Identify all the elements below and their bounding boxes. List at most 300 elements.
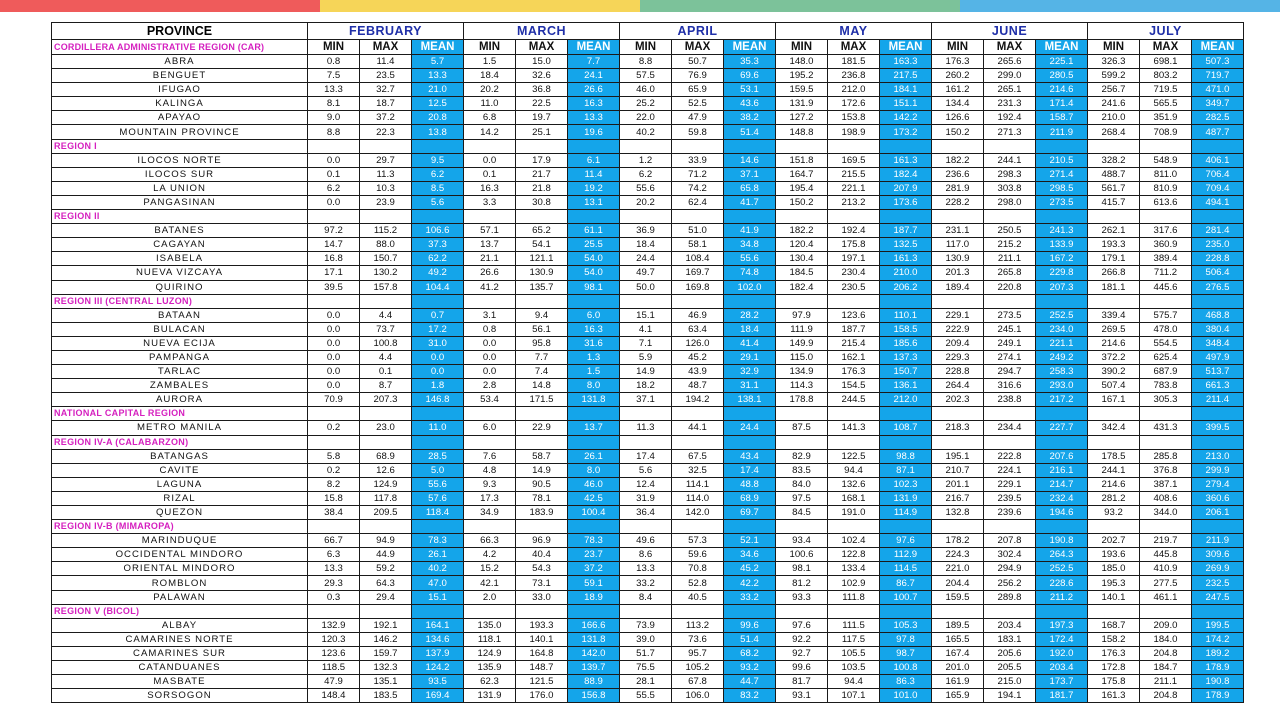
empty-cell	[776, 407, 828, 421]
region-label: REGION II	[52, 210, 308, 224]
max-cell: 18.7	[360, 97, 412, 111]
table-row	[52, 350, 1244, 364]
mean-cell: 137.9	[412, 646, 464, 660]
max-cell: 234.4	[984, 421, 1036, 435]
table-row	[52, 238, 1244, 252]
min-cell: 118.1	[464, 632, 516, 646]
empty-cell	[932, 294, 984, 308]
empty-cell	[828, 435, 880, 449]
mean-cell: 190.8	[1192, 675, 1244, 689]
max-cell: 8.7	[360, 379, 412, 393]
min-cell: 6.2	[308, 181, 360, 195]
mean-cell: 360.6	[1192, 491, 1244, 505]
min-cell: 132.8	[932, 506, 984, 520]
mean-cell: 59.1	[568, 576, 620, 590]
max-cell: 298.3	[984, 167, 1036, 181]
min-cell: 204.4	[932, 576, 984, 590]
max-cell: 76.9	[672, 69, 724, 83]
mean-cell: 468.8	[1192, 308, 1244, 322]
mean-cell: 15.1	[412, 590, 464, 604]
empty-cell	[568, 294, 620, 308]
table-row	[52, 308, 1244, 322]
max-cell: 164.8	[516, 646, 568, 660]
min-cell: 222.9	[932, 322, 984, 336]
mean-cell: 164.1	[412, 618, 464, 632]
month-header: FEBRUARY	[308, 23, 464, 40]
province-name: ABRA	[52, 55, 308, 69]
min-cell: 22.0	[620, 111, 672, 125]
max-cell: 94.4	[828, 463, 880, 477]
mean-cell: 78.3	[568, 534, 620, 548]
max-cell: 106.0	[672, 689, 724, 703]
mean-cell: 134.6	[412, 632, 464, 646]
table-row	[52, 506, 1244, 520]
max-cell: 59.8	[672, 125, 724, 139]
mean-cell: 102.3	[880, 477, 932, 491]
max-cell: 360.9	[1140, 238, 1192, 252]
mean-cell: 68.2	[724, 646, 776, 660]
mean-cell: 298.5	[1036, 181, 1088, 195]
max-cell: 56.1	[516, 322, 568, 336]
max-cell: 215.2	[984, 238, 1036, 252]
province-name: ILOCOS NORTE	[52, 153, 308, 167]
min-cell: 167.1	[1088, 393, 1140, 407]
mean-cell: 228.6	[1036, 576, 1088, 590]
mean-cell: 31.0	[412, 336, 464, 350]
mean-cell: 33.2	[724, 590, 776, 604]
table-row	[52, 153, 1244, 167]
mean-cell: 187.7	[880, 224, 932, 238]
mean-cell: 349.7	[1192, 97, 1244, 111]
empty-cell	[724, 520, 776, 534]
min-cell: 2.8	[464, 379, 516, 393]
mean-cell: 102.0	[724, 280, 776, 294]
min-cell: 37.1	[620, 393, 672, 407]
min-cell: 93.4	[776, 534, 828, 548]
empty-cell	[412, 210, 464, 224]
min-cell: 100.6	[776, 548, 828, 562]
mean-cell: 280.5	[1036, 69, 1088, 83]
province-name: MASBATE	[52, 675, 308, 689]
min-cell: 0.1	[464, 167, 516, 181]
table-row	[52, 181, 1244, 195]
max-cell: 65.2	[516, 224, 568, 238]
empty-cell	[360, 520, 412, 534]
max-cell: 387.1	[1140, 477, 1192, 491]
empty-cell	[620, 520, 672, 534]
mean-cell: 13.1	[568, 195, 620, 209]
empty-cell	[932, 210, 984, 224]
empty-cell	[360, 407, 412, 421]
min-cell: 561.7	[1088, 181, 1140, 195]
min-cell: 51.7	[620, 646, 672, 660]
mean-cell: 110.1	[880, 308, 932, 322]
mean-cell: 210.0	[880, 266, 932, 280]
min-cell: 159.5	[932, 590, 984, 604]
min-cell: 18.4	[620, 238, 672, 252]
max-cell: 229.1	[984, 477, 1036, 491]
min-cell: 130.4	[776, 252, 828, 266]
empty-cell	[464, 520, 516, 534]
max-cell: 114.0	[672, 491, 724, 505]
subcol-header: MEAN	[1192, 40, 1244, 55]
mean-cell: 1.3	[568, 350, 620, 364]
max-cell: 162.1	[828, 350, 880, 364]
max-cell: 115.2	[360, 224, 412, 238]
min-cell: 28.1	[620, 675, 672, 689]
province-name: CAMARINES NORTE	[52, 632, 308, 646]
min-cell: 214.6	[1088, 477, 1140, 491]
min-cell: 176.3	[932, 55, 984, 69]
mean-cell: 161.3	[880, 153, 932, 167]
mean-cell: 131.9	[880, 491, 932, 505]
min-cell: 132.9	[308, 618, 360, 632]
province-name: ALBAY	[52, 618, 308, 632]
mean-cell: 13.3	[412, 69, 464, 83]
mean-cell: 37.2	[568, 562, 620, 576]
empty-cell	[932, 139, 984, 153]
max-cell: 302.4	[984, 548, 1036, 562]
min-cell: 0.0	[464, 336, 516, 350]
max-cell: 211.1	[1140, 675, 1192, 689]
max-cell: 184.7	[1140, 661, 1192, 675]
max-cell: 168.1	[828, 491, 880, 505]
mean-cell: 221.1	[1036, 336, 1088, 350]
province-header: PROVINCE	[52, 23, 308, 40]
mean-cell: 138.1	[724, 393, 776, 407]
min-cell: 99.6	[776, 661, 828, 675]
mean-cell: 234.0	[1036, 322, 1088, 336]
max-cell: 100.8	[360, 336, 412, 350]
min-cell: 83.5	[776, 463, 828, 477]
max-cell: 121.5	[516, 675, 568, 689]
min-cell: 0.0	[308, 153, 360, 167]
min-cell: 111.9	[776, 322, 828, 336]
max-cell: 25.1	[516, 125, 568, 139]
max-cell: 71.2	[672, 167, 724, 181]
max-cell: 277.5	[1140, 576, 1192, 590]
max-cell: 183.5	[360, 689, 412, 703]
max-cell: 102.9	[828, 576, 880, 590]
table-row	[52, 646, 1244, 660]
max-cell: 135.7	[516, 280, 568, 294]
min-cell: 5.6	[620, 463, 672, 477]
max-cell: 224.1	[984, 463, 1036, 477]
mean-cell: 229.8	[1036, 266, 1088, 280]
max-cell: 209.5	[360, 506, 412, 520]
max-cell: 135.1	[360, 675, 412, 689]
mean-cell: 69.7	[724, 506, 776, 520]
max-cell: 59.2	[360, 562, 412, 576]
max-cell: 204.8	[1140, 689, 1192, 703]
mean-cell: 206.2	[880, 280, 932, 294]
province-name: APAYAO	[52, 111, 308, 125]
max-cell: 698.1	[1140, 55, 1192, 69]
min-cell: 202.3	[932, 393, 984, 407]
mean-cell: 32.9	[724, 365, 776, 379]
max-cell: 197.1	[828, 252, 880, 266]
min-cell: 57.1	[464, 224, 516, 238]
max-cell: 0.1	[360, 365, 412, 379]
max-cell: 37.2	[360, 111, 412, 125]
empty-cell	[464, 210, 516, 224]
min-cell: 39.5	[308, 280, 360, 294]
table-row	[52, 661, 1244, 675]
max-cell: 249.1	[984, 336, 1036, 350]
mean-cell: 8.0	[568, 379, 620, 393]
empty-cell	[1192, 520, 1244, 534]
min-cell: 16.3	[464, 181, 516, 195]
empty-cell	[1192, 407, 1244, 421]
mean-cell: 214.7	[1036, 477, 1088, 491]
min-cell: 73.9	[620, 618, 672, 632]
max-cell: 130.9	[516, 266, 568, 280]
mean-cell: 207.9	[880, 181, 932, 195]
province-name: ISABELA	[52, 252, 308, 266]
min-cell: 266.8	[1088, 266, 1140, 280]
min-cell: 127.2	[776, 111, 828, 125]
min-cell: 20.2	[464, 83, 516, 97]
min-cell: 75.5	[620, 661, 672, 675]
region-label: REGION III (CENTRAL LUZON)	[52, 294, 308, 308]
mean-cell: 38.2	[724, 111, 776, 125]
empty-cell	[984, 520, 1036, 534]
mean-cell: 167.2	[1036, 252, 1088, 266]
mean-cell: 93.2	[724, 661, 776, 675]
table-row	[52, 576, 1244, 590]
max-cell: 90.5	[516, 477, 568, 491]
min-cell: 49.6	[620, 534, 672, 548]
max-cell: 4.4	[360, 350, 412, 364]
min-cell: 181.1	[1088, 280, 1140, 294]
min-cell: 0.3	[308, 590, 360, 604]
table-row	[52, 280, 1244, 294]
subcol-header: MIN	[620, 40, 672, 55]
mean-cell: 105.3	[880, 618, 932, 632]
empty-cell	[880, 139, 932, 153]
max-cell: 169.7	[672, 266, 724, 280]
empty-cell	[1088, 294, 1140, 308]
mean-cell: 5.7	[412, 55, 464, 69]
mean-cell: 57.6	[412, 491, 464, 505]
max-cell: 123.6	[828, 308, 880, 322]
min-cell: 33.2	[620, 576, 672, 590]
mean-cell: 1.5	[568, 365, 620, 379]
mean-cell: 232.4	[1036, 491, 1088, 505]
min-cell: 161.9	[932, 675, 984, 689]
max-cell: 317.6	[1140, 224, 1192, 238]
province-name: PANGASINAN	[52, 195, 308, 209]
empty-cell	[932, 604, 984, 618]
max-cell: 207.3	[360, 393, 412, 407]
min-cell: 5.8	[308, 449, 360, 463]
mean-cell: 406.1	[1192, 153, 1244, 167]
table-row	[52, 266, 1244, 280]
empty-cell	[308, 604, 360, 618]
max-cell: 132.3	[360, 661, 412, 675]
mean-cell: 88.9	[568, 675, 620, 689]
max-cell: 230.4	[828, 266, 880, 280]
province-name: SORSOGON	[52, 689, 308, 703]
max-cell: 14.8	[516, 379, 568, 393]
max-cell: 285.8	[1140, 449, 1192, 463]
max-cell: 410.9	[1140, 562, 1192, 576]
mean-cell: 282.5	[1192, 111, 1244, 125]
max-cell: 57.3	[672, 534, 724, 548]
empty-cell	[308, 407, 360, 421]
max-cell: 192.4	[984, 111, 1036, 125]
mean-cell: 8.0	[568, 463, 620, 477]
max-cell: 376.8	[1140, 463, 1192, 477]
mean-cell: 17.4	[724, 463, 776, 477]
max-cell: 58.1	[672, 238, 724, 252]
min-cell: 117.0	[932, 238, 984, 252]
mean-cell: 93.5	[412, 675, 464, 689]
max-cell: 215.4	[828, 336, 880, 350]
max-cell: 114.1	[672, 477, 724, 491]
min-cell: 126.6	[932, 111, 984, 125]
min-cell: 231.1	[932, 224, 984, 238]
mean-cell: 235.0	[1192, 238, 1244, 252]
min-cell: 97.5	[776, 491, 828, 505]
empty-cell	[308, 210, 360, 224]
mean-cell: 173.7	[1036, 675, 1088, 689]
table-row	[52, 393, 1244, 407]
mean-cell: 12.5	[412, 97, 464, 111]
max-cell: 122.8	[828, 548, 880, 562]
min-cell: 193.3	[1088, 238, 1140, 252]
mean-cell: 97.6	[880, 534, 932, 548]
max-cell: 22.5	[516, 97, 568, 111]
empty-cell	[724, 407, 776, 421]
min-cell: 50.0	[620, 280, 672, 294]
max-cell: 478.0	[1140, 322, 1192, 336]
min-cell: 15.2	[464, 562, 516, 576]
mean-cell: 232.5	[1192, 576, 1244, 590]
table-row	[52, 449, 1244, 463]
min-cell: 372.2	[1088, 350, 1140, 364]
min-cell: 178.2	[932, 534, 984, 548]
min-cell: 150.2	[932, 125, 984, 139]
mean-cell: 661.3	[1192, 379, 1244, 393]
max-cell: 29.4	[360, 590, 412, 604]
max-cell: 52.5	[672, 97, 724, 111]
empty-cell	[880, 407, 932, 421]
min-cell: 20.2	[620, 195, 672, 209]
table-row	[52, 548, 1244, 562]
empty-cell	[880, 435, 932, 449]
mean-cell: 98.7	[880, 646, 932, 660]
max-cell: 146.2	[360, 632, 412, 646]
empty-cell	[360, 435, 412, 449]
province-name: BATAAN	[52, 308, 308, 322]
min-cell: 131.9	[776, 97, 828, 111]
max-cell: 12.6	[360, 463, 412, 477]
min-cell: 328.2	[1088, 153, 1140, 167]
min-cell: 193.6	[1088, 548, 1140, 562]
max-cell: 265.6	[984, 55, 1036, 69]
empty-cell	[516, 435, 568, 449]
min-cell: 92.7	[776, 646, 828, 660]
min-cell: 13.7	[464, 238, 516, 252]
min-cell: 158.2	[1088, 632, 1140, 646]
mean-cell: 26.6	[568, 83, 620, 97]
empty-cell	[412, 604, 464, 618]
max-cell: 33.0	[516, 590, 568, 604]
min-cell: 131.9	[464, 689, 516, 703]
max-cell: 73.7	[360, 322, 412, 336]
max-cell: 65.9	[672, 83, 724, 97]
mean-cell: 112.9	[880, 548, 932, 562]
max-cell: 171.5	[516, 393, 568, 407]
table-row	[52, 167, 1244, 181]
min-cell: 53.4	[464, 393, 516, 407]
empty-cell	[1036, 435, 1088, 449]
min-cell: 115.0	[776, 350, 828, 364]
table-row	[52, 125, 1244, 139]
mean-cell: 189.2	[1192, 646, 1244, 660]
empty-cell	[724, 210, 776, 224]
max-cell: 23.0	[360, 421, 412, 435]
min-cell: 195.4	[776, 181, 828, 195]
min-cell: 0.0	[308, 379, 360, 393]
max-cell: 274.1	[984, 350, 1036, 364]
mean-cell: 178.9	[1192, 661, 1244, 675]
mean-cell: 166.6	[568, 618, 620, 632]
min-cell: 244.1	[1088, 463, 1140, 477]
min-cell: 214.6	[1088, 336, 1140, 350]
min-cell: 98.1	[776, 562, 828, 576]
max-cell: 21.7	[516, 167, 568, 181]
mean-cell: 206.1	[1192, 506, 1244, 520]
min-cell: 6.2	[620, 167, 672, 181]
max-cell: 153.8	[828, 111, 880, 125]
empty-cell	[360, 604, 412, 618]
max-cell: 40.4	[516, 548, 568, 562]
min-cell: 195.1	[932, 449, 984, 463]
min-cell: 49.7	[620, 266, 672, 280]
min-cell: 18.4	[464, 69, 516, 83]
min-cell: 16.8	[308, 252, 360, 266]
empty-cell	[1192, 294, 1244, 308]
color-stripe-segment	[640, 0, 960, 12]
empty-cell	[776, 294, 828, 308]
mean-cell: 34.6	[724, 548, 776, 562]
min-cell: 202.7	[1088, 534, 1140, 548]
province-name: PALAWAN	[52, 590, 308, 604]
min-cell: 29.3	[308, 576, 360, 590]
min-cell: 9.3	[464, 477, 516, 491]
max-cell: 183.1	[984, 632, 1036, 646]
province-name: TARLAC	[52, 365, 308, 379]
min-cell: 15.8	[308, 491, 360, 505]
max-cell: 94.9	[360, 534, 412, 548]
min-cell: 81.2	[776, 576, 828, 590]
min-cell: 176.3	[1088, 646, 1140, 660]
empty-cell	[620, 407, 672, 421]
region-label: REGION V (BICOL)	[52, 604, 308, 618]
max-cell: 169.5	[828, 153, 880, 167]
min-cell: 97.6	[776, 618, 828, 632]
min-cell: 182.4	[776, 280, 828, 294]
province-name: AURORA	[52, 393, 308, 407]
max-cell: 11.3	[360, 167, 412, 181]
min-cell: 21.1	[464, 252, 516, 266]
empty-cell	[828, 294, 880, 308]
max-cell: 95.7	[672, 646, 724, 660]
mean-cell: 31.1	[724, 379, 776, 393]
max-cell: 205.5	[984, 661, 1036, 675]
